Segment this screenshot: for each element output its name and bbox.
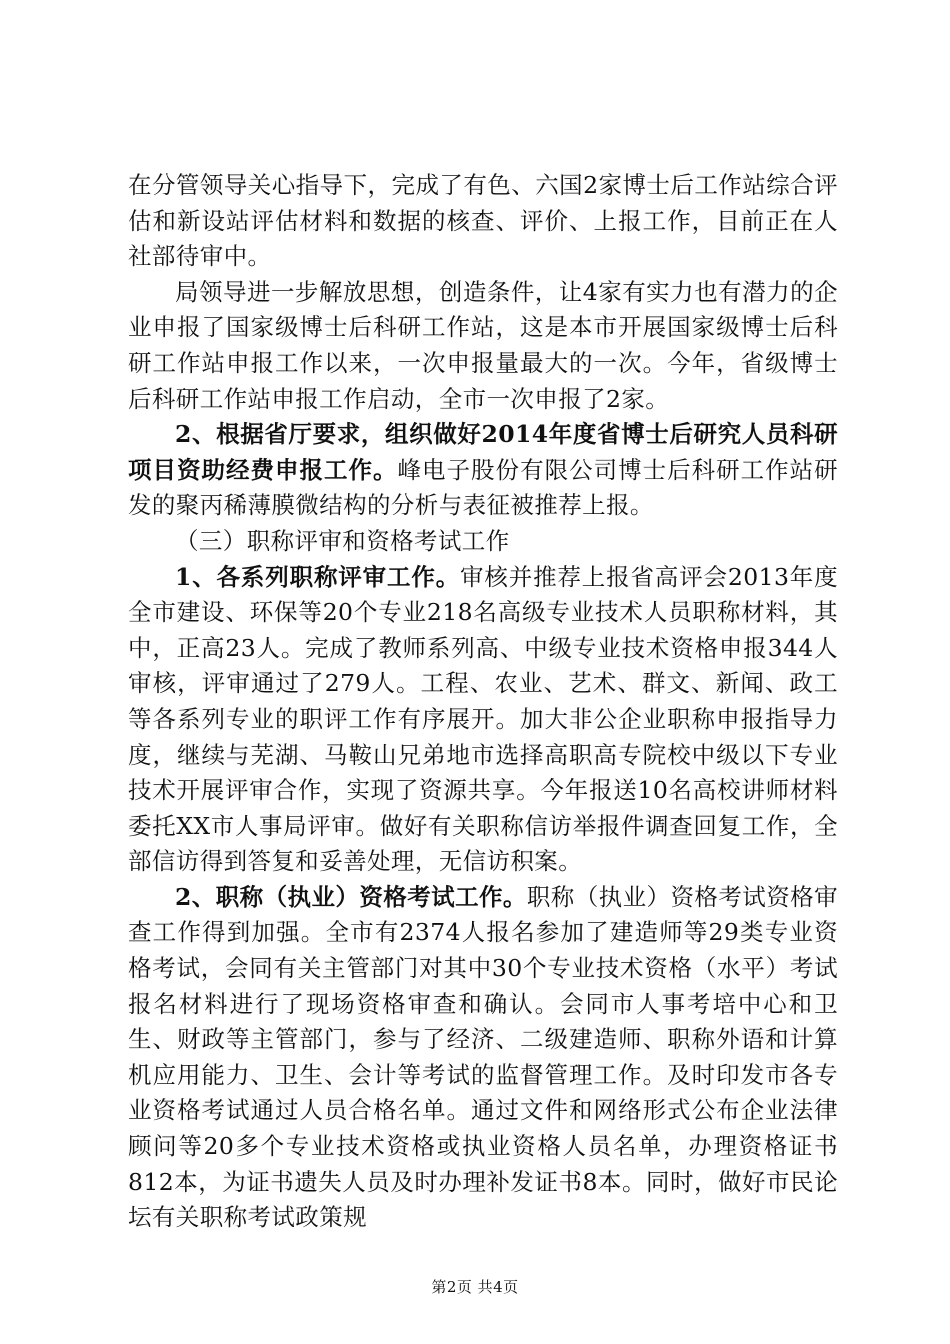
paragraph-5 bbox=[128, 880, 838, 1236]
paragraph-3-text: 峰电子股份有限公司博士后科研工作站研发的聚丙稀薄膜微结构的分析与表征被推荐上报。 bbox=[128, 455, 839, 520]
paragraph-2-text: 局领导进一步解放思想，创造条件，让4家有实力也有潜力的企业申报了国家级博士后科研工作站，这是本市开展国家级博士后科研工作站申报工作以来，一次申报量最大的一次。今年，省级博士后科研工作站申报工作启动，全市一次申报了2家。 bbox=[128, 277, 838, 413]
paragraph-5-lead: 2、职称（执业）资格考试工作。 bbox=[175, 882, 527, 911]
paragraph-5-text: 职称（执业）资格考试资格审查工作得到加强。全市有2374人报名参加了建造师等29类专业资格考试，会同有关主管部门对其中30个专业技术资格（水平）考试报名材料进行了现场资格审查和确认。会同市人事考培中心和卫生、财政等主管部门，参与了经济、二级建造师、职称外语和计算机应用能力、卫生、会计等考试的监督管理工作。及时印发市各专业资格考试通过人员合格名单。通过文件和网络形式公布企业法律顾问等20多个专业技术资格或执业资格人员名单，办理资格证书812本，为证书遗失人员及时办理补发证书8本。同时，做好市民论坛有关职称考试政策规 bbox=[128, 882, 838, 1232]
page-number-footer: 第2页 共4页 bbox=[431, 1278, 519, 1296]
document-body bbox=[128, 168, 838, 1236]
paragraph-3-lead: 2、根据省厅要求，组织做好2014年度省博士后研究人员科研项目资助经费申报工作。 bbox=[128, 420, 838, 484]
paragraph-4-text: 审核并推荐上报省高评会2013年度全市建设、环保等20个专业218名高级专业技术人员职称材料，其中，正高23人。完成了教师系列高、中级专业技术资格申报344人审核，评审通过了279人。工程、农业、艺术、群文、新闻、政工等各系列专业的职评工作有序展开。加大非公企业职称申报指导力度，继续与芜湖、马鞍山兄弟地市选择高职高专院校中级以下专业技术开展评审合作，实现了资源共享。今年报送10名高校讲师材料委托XX市人事局评审。做好有关职称信访举报件调查回复工作，全部信访得到答复和妥善处理，无信访积案。 bbox=[128, 562, 838, 876]
paragraph-2 bbox=[128, 275, 838, 417]
paragraph-1 bbox=[128, 168, 838, 275]
paragraph-4 bbox=[128, 560, 838, 880]
paragraph-1-text: 在分管领导关心指导下，完成了有色、六国2家博士后工作站综合评估和新设站评估材料和数据的核查、评价、上报工作，目前正在人社部待审中。 bbox=[128, 171, 838, 271]
paragraph-4-lead: 1、各系列职称评审工作。 bbox=[175, 562, 461, 591]
section-heading bbox=[128, 524, 838, 560]
paragraph-3 bbox=[128, 417, 838, 524]
section-heading-text: （三）职称评审和资格考试工作 bbox=[175, 526, 510, 555]
